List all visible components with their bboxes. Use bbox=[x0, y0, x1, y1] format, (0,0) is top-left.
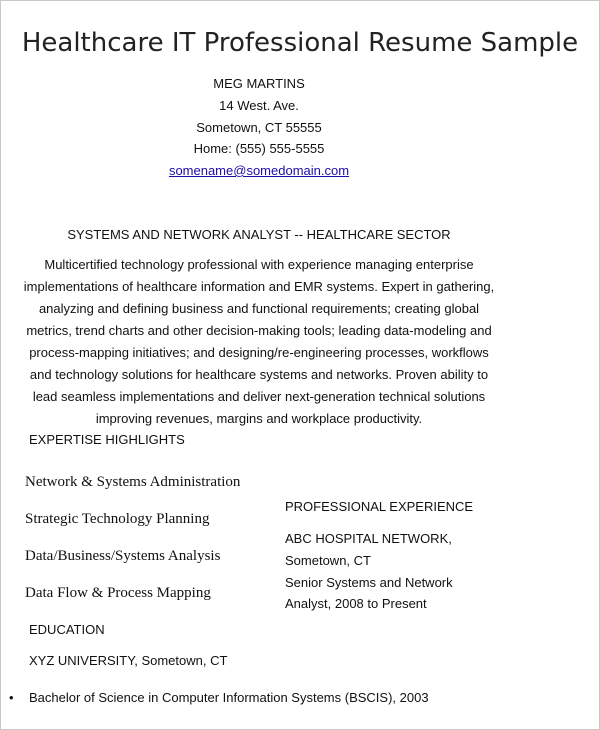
summary-line: and technology solutions for healthcare systems and networks. Proven ability to bbox=[29, 367, 489, 382]
headline: SYSTEMS AND NETWORK ANALYST -- HEALTHCARE SECTOR bbox=[67, 227, 451, 242]
contact-email-link[interactable]: somename@somedomain.com bbox=[168, 163, 350, 178]
experience-line: Sometown, CT bbox=[285, 553, 371, 568]
education-degree: Bachelor of Science in Computer Information Systems (BSCIS), 2003 bbox=[29, 690, 429, 705]
education-school: XYZ UNIVERSITY, Sometown, CT bbox=[29, 653, 228, 668]
expertise-item: Network & Systems Administration bbox=[25, 474, 241, 490]
education-heading: EDUCATION bbox=[29, 622, 105, 637]
contact-city: Sometown, CT 55555 bbox=[196, 120, 322, 135]
summary-line: metrics, trend charts and other decision-making tools; leading data-modeling and bbox=[26, 323, 492, 338]
experience-heading: PROFESSIONAL EXPERIENCE bbox=[285, 499, 474, 514]
contact-address: 14 West. Ave. bbox=[219, 98, 299, 113]
expertise-item: Data/Business/Systems Analysis bbox=[25, 548, 221, 564]
page-title: Healthcare IT Professional Resume Sample bbox=[21, 28, 579, 58]
contact-phone: Home: (555) 555-5555 bbox=[193, 141, 325, 156]
summary-line: improving revenues, margins and workplace productivity. bbox=[95, 411, 423, 426]
expertise-item: Data Flow & Process Mapping bbox=[25, 585, 211, 601]
summary-line: lead seamless implementations and deliver next-generation technical solutions bbox=[32, 389, 486, 404]
expertise-heading: EXPERTISE HIGHLIGHTS bbox=[29, 432, 185, 447]
summary-line: implementations of healthcare information and EMR systems. Expert in gathering, bbox=[23, 279, 495, 294]
experience-line: Analyst, 2008 to Present bbox=[285, 596, 427, 611]
bullet-icon: • bbox=[9, 690, 14, 705]
expertise-item: Strategic Technology Planning bbox=[25, 511, 210, 527]
experience-line: ABC HOSPITAL NETWORK, bbox=[285, 531, 452, 546]
summary-line: analyzing and defining business and functional requirements; creating global bbox=[38, 301, 480, 316]
experience-line: Senior Systems and Network bbox=[285, 575, 453, 590]
contact-name: MEG MARTINS bbox=[213, 76, 305, 91]
summary-line: Multicertified technology professional with experience managing enterprise bbox=[44, 257, 474, 272]
summary-line: process-mapping initiatives; and designing/re-engineering processes, workflows bbox=[29, 345, 489, 360]
